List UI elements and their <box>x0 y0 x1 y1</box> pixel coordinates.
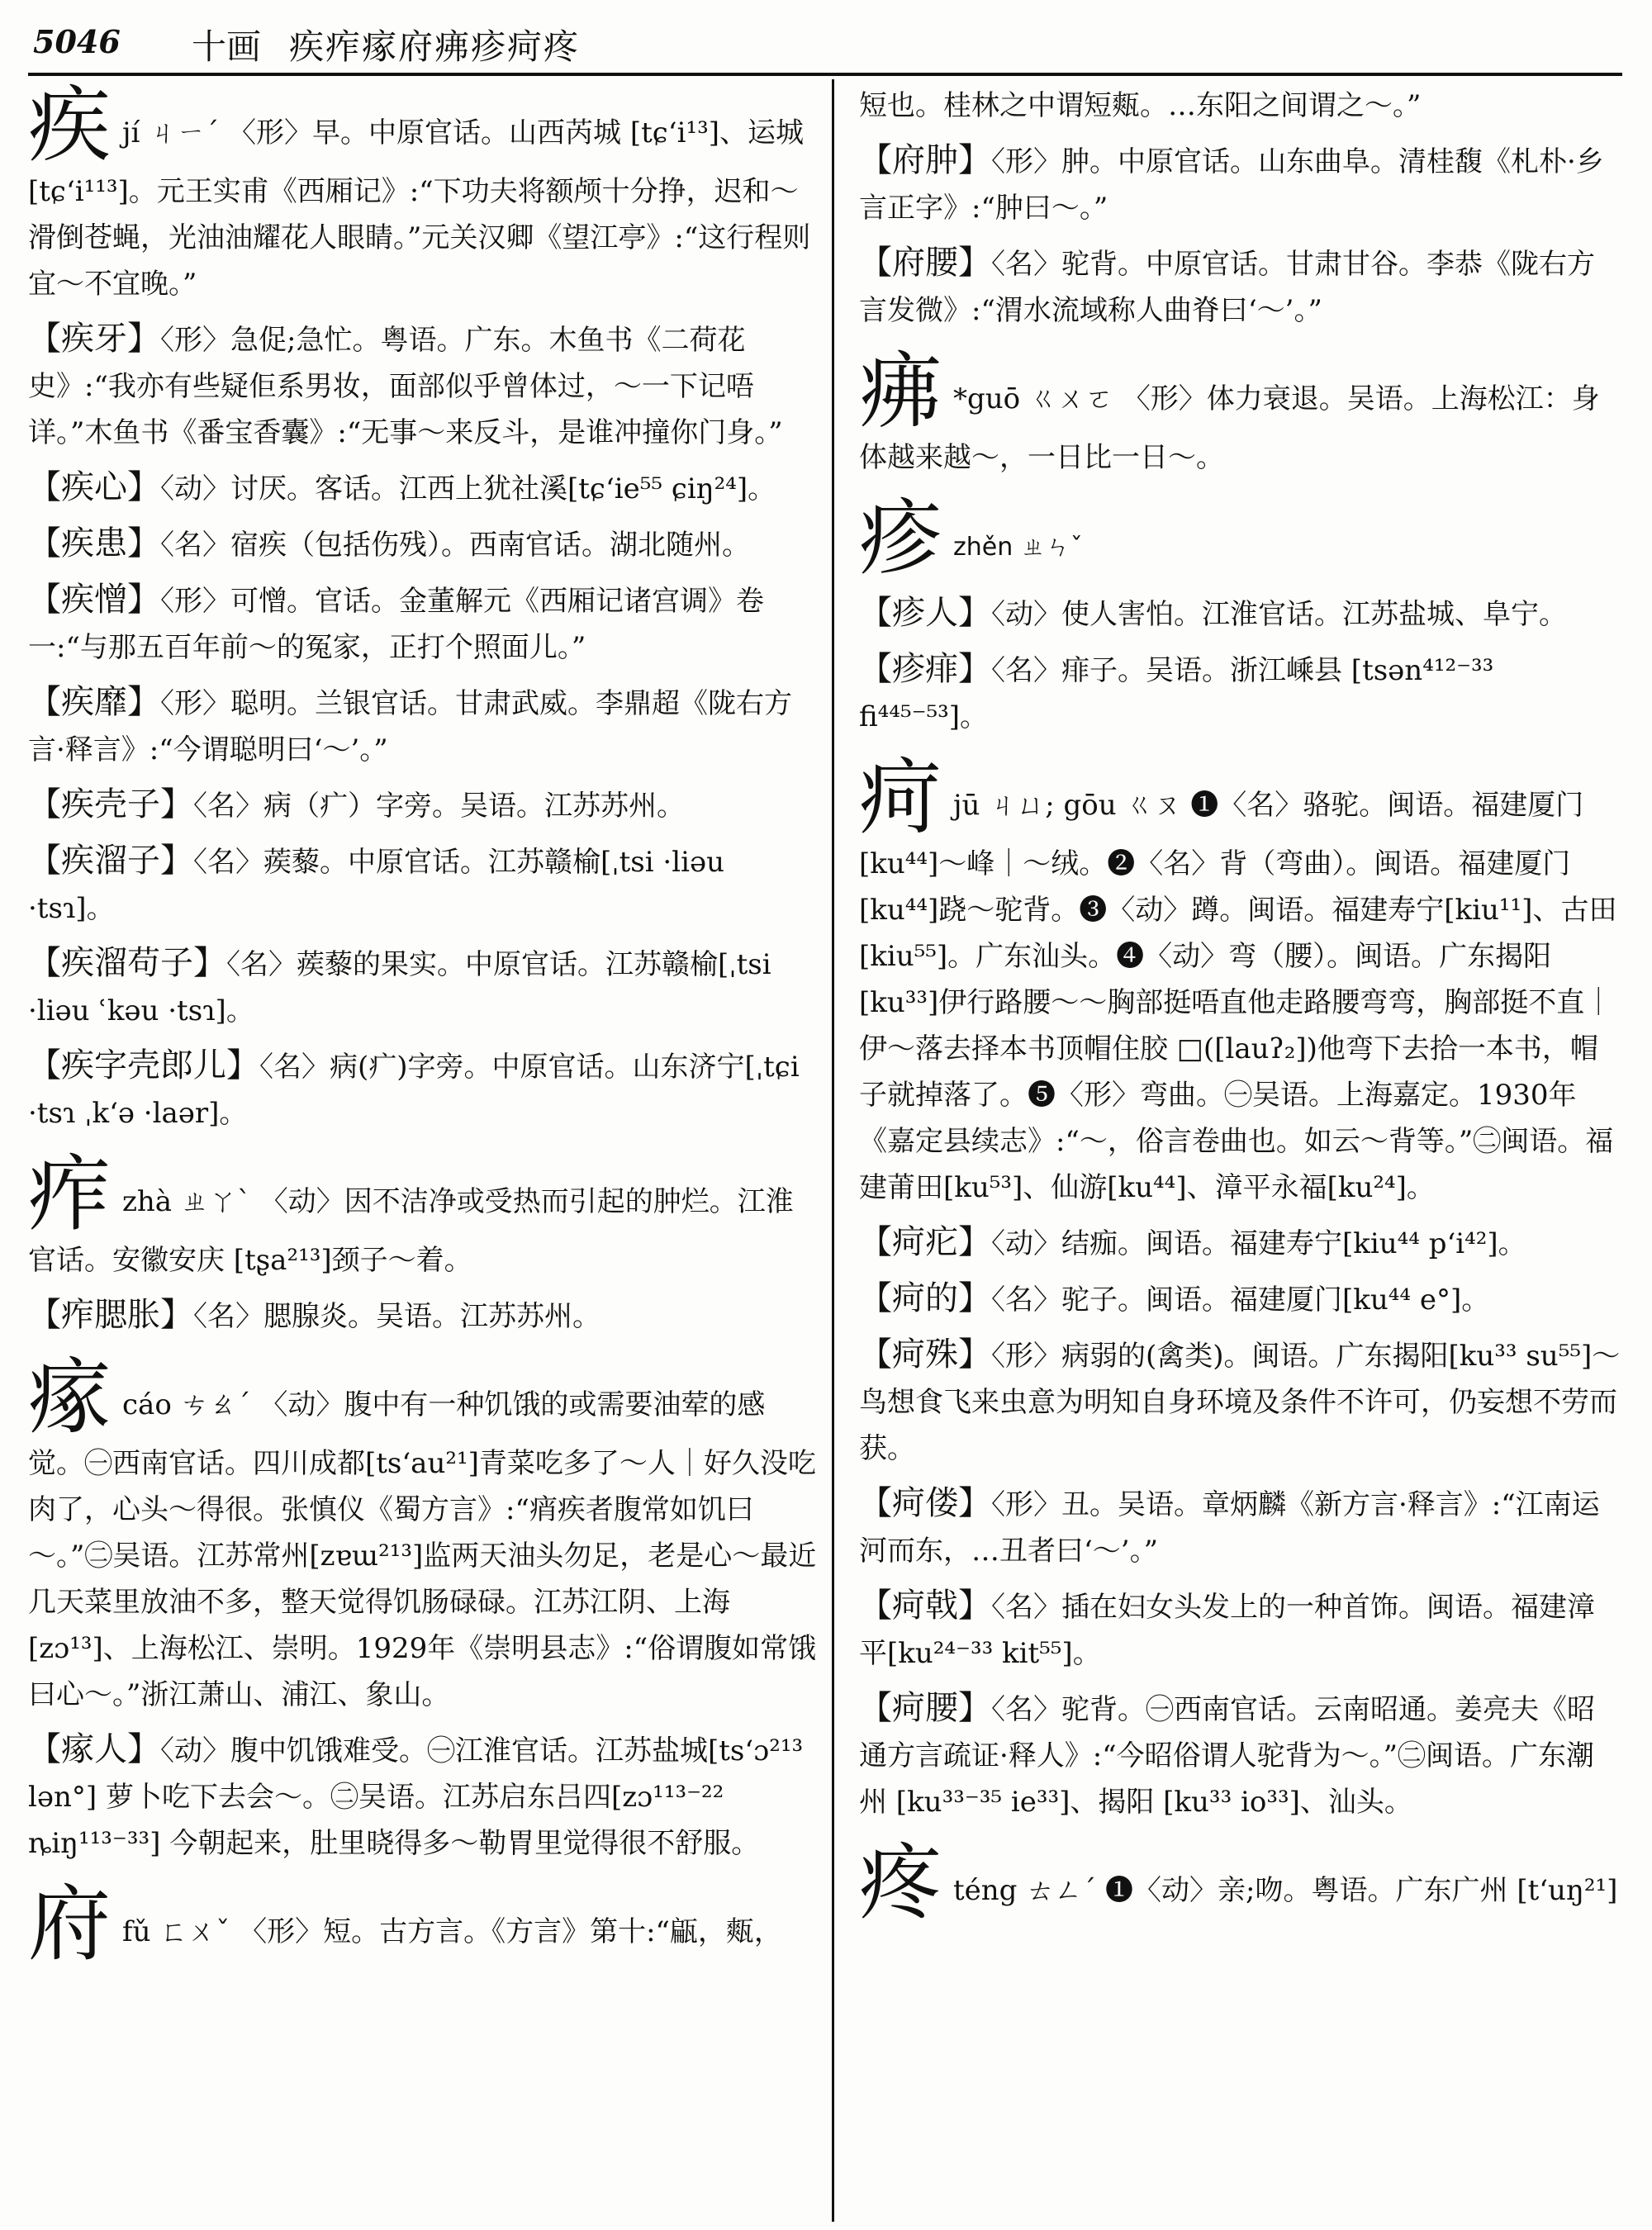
entry-text: 〈名〉蒺藜。中原官话。江苏赣榆[ˌtsi ·liəu ·tsɿ]。 <box>28 846 724 925</box>
entry-text: 〈动〉结痂。闽语。福建寿宁[kiu⁴⁴ pʻi⁴²]。 <box>991 1227 1526 1260</box>
entry-text: 〈形〉可憎。官话。金董解元《西厢记诸宫调》卷一:“与那五百年前～的冤家，正打个照面儿。” <box>28 585 764 664</box>
subheadword: 【疴腰】 <box>859 1689 991 1727</box>
entry-sub <box>859 1582 1622 1677</box>
subheadword: 【疴殊】 <box>859 1336 991 1374</box>
headword: 疿 <box>859 343 942 439</box>
entry-sub <box>28 679 817 773</box>
entry-sub <box>859 1480 1622 1574</box>
entry-head-zhen <box>859 490 1622 586</box>
entry-head-guo <box>859 343 1622 481</box>
subheadword: 【疾字壳郎儿】 <box>28 1046 259 1084</box>
stroke-section: 十画 <box>192 26 262 67</box>
left-column <box>28 77 817 1976</box>
subheadword: 【府肿】 <box>859 141 991 179</box>
entry-sub <box>28 316 817 456</box>
entry-text: 〈形〉肿。中原官话。山东曲阜。清桂馥《札朴·乡言正字》:“肿曰～。” <box>859 145 1604 225</box>
subheadword: 【疾心】 <box>28 468 160 506</box>
entry-text: 〈名〉病（疒）字旁。吴语。江苏苏州。 <box>193 790 685 823</box>
subheadword: 【疾靡】 <box>28 683 160 721</box>
headword: 瘃 <box>28 1349 111 1445</box>
entry-head-zha <box>28 1146 817 1283</box>
entry-sub <box>28 1042 817 1136</box>
entry-head-teng <box>859 1834 1622 1931</box>
subheadword: 【府腰】 <box>859 244 991 282</box>
headword: 府 <box>28 1876 111 1972</box>
entry-sub <box>28 464 817 512</box>
entry-text: 〈名〉宿疾（包括伤残）。西南官话。湖北随州。 <box>160 529 750 562</box>
entry-sub <box>859 1219 1622 1267</box>
entry-text: 〈形〉丑。吴语。章炳麟《新方言·释言》:“江南运河而东，…丑者曰‘～’。” <box>859 1488 1600 1568</box>
entry-text: 〈动〉腹中饥饿难受。㊀江淮官话。江苏盐城[tsʻɔ²¹³ lən°] 萝卜吃下去会～。㊁吴语。江苏启东吕四[zɔ¹¹³⁻²² ȵiŋ¹¹³⁻³³] 今朝起来，肚里晓得多～勒胃里觉得很不舒服。 <box>28 1734 804 1860</box>
entry-text: 〈名〉腮腺炎。吴语。江苏苏州。 <box>193 1300 601 1333</box>
entry-text: 〈名〉痱子。吴语。浙江嵊县 [tsən⁴¹²⁻³³ fi⁴⁴⁵⁻⁵³]。 <box>859 654 1494 733</box>
subheadword: 【瘃人】 <box>28 1730 160 1768</box>
entry-text: *guō ㄍㄨㄛ 〈形〉体力衰退。吴语。上海松江：身体越来越～，一日比一日～。 <box>859 382 1600 474</box>
page-number: 5046 <box>33 23 121 60</box>
entry-text: zhà ㄓㄚˋ 〈动〉因不洁净或受热而引起的肿烂。江淮官话。安徽安庆 [tʂa²¹³]颈子～着。 <box>28 1185 794 1277</box>
right-column <box>859 83 1622 1934</box>
subheadword: 【疾溜苟子】 <box>28 944 226 982</box>
entry-sub <box>28 1726 817 1867</box>
headword: 疾 <box>28 77 111 173</box>
entry-text: fǔ ㄈㄨˇ 〈形〉短。古方言。《方言》第十:“甂，㼽， <box>122 1915 782 1948</box>
entry-sub <box>28 781 817 829</box>
entry-head-cao <box>28 1349 817 1718</box>
entry-text: 〈名〉驼背。中原官话。甘肃甘谷。李恭《陇右方言发微》:“渭水流域称人曲脊曰‘～’。” <box>859 248 1595 327</box>
entry-text: 〈动〉讨厌。客话。江西上犹社溪[tɕʻie⁵⁵ ɕiŋ²⁴]。 <box>160 472 776 505</box>
header-rule <box>28 73 1622 76</box>
entry-head-ji <box>28 77 817 307</box>
subheadword: 【疹痱】 <box>859 650 991 688</box>
entry-text: 〈名〉病(疒)字旁。中原官话。山东济宁[ˌtɕi ·tsɿ ˌkʻə ·laər]。 <box>28 1051 800 1130</box>
entry-text: 〈形〉聪明。兰银官话。甘肃武威。李鼎超《陇右方言·释言》:“今谓聪明曰‘～’。” <box>28 687 792 766</box>
entry-sub <box>859 1685 1622 1825</box>
subheadword: 【疴偻】 <box>859 1484 991 1522</box>
entry-sub <box>859 137 1622 231</box>
entry-sub <box>859 1275 1622 1323</box>
subheadword: 【疴疕】 <box>859 1223 991 1261</box>
entry-text: 〈名〉驼背。㊀西南官话。云南昭通。姜亮夫《昭通方言疏证·释人》:“今昭俗谓人驼背为～。”㊁闽语。广东潮州 [ku³³⁻³⁵ ie³³]、揭阳 [ku³³ io³³]、汕头。 <box>859 1693 1595 1819</box>
entry-text: 〈名〉蒺藜的果实。中原官话。江苏赣榆[ˌtsi ·liəu ʿkəu ·tsɿ]。 <box>28 948 771 1027</box>
subheadword: 【疾患】 <box>28 524 160 562</box>
subheadword: 【痄腮胀】 <box>28 1296 193 1334</box>
subheadword: 【疴的】 <box>859 1279 991 1317</box>
entry-text: jí ㄐㄧˊ 〈形〉早。中原官话。山西芮城 [tɕʻi¹³]、运城 [tɕʻi¹¹³]。元王实甫《西厢记》:“下功夫将额颅十分挣，迟和～滑倒苍蝇，光油油耀花人眼睛。”元关汉卿《望江亭》:“这行程则宜～不宜晚。” <box>28 116 811 301</box>
entry-text: zhěn ㄓㄣˇ <box>953 533 1083 562</box>
entry-text: 〈形〉病弱的(禽类)。闽语。广东揭阳[ku³³ su⁵⁵]～鸟想食飞来虫意为明知自身环境及条件不许可，仍妄想不劳而获。 <box>859 1340 1621 1465</box>
entry-sub <box>859 590 1622 638</box>
running-headwords: 疾痄瘃府疿疹疴疼 <box>289 26 581 67</box>
entry-text: jū ㄐㄩ; gōu ㄍㄡ ❶〈名〉骆驼。闽语。福建厦门[ku⁴⁴]～峰｜～绒。❷〈名〉背（弯曲）。闽语。福建厦门[ku⁴⁴]跷～驼背。❸〈动〉蹲。闽语。福建寿宁[kiu¹¹]、古田[kiu⁵⁵]。广东汕头。❹〈动〉弯（腰）。闽语。广东揭阳[ku³³]伊行路腰～～胸部挺唔直他走路腰弯弯，胸部挺不直｜伊～落去择本书顶帽住胶 □([lauʔ₂])他弯下去拾一本书，帽子就掉落了。❺〈形〉弯曲。㊀吴语。上海嘉定。1930年《嘉定县续志》:“～，俗言卷曲也。如云～背等。”㊁闽语。福建莆田[ku⁵³]、仙游[ku⁴⁴]、漳平永福[ku²⁴]。 <box>859 789 1617 1204</box>
headword: 疹 <box>859 490 942 586</box>
entry-sub <box>28 1292 817 1340</box>
entry-sub <box>859 1331 1622 1472</box>
entry-sub <box>859 646 1622 740</box>
entry-text: téng ㄊㄥˊ ❶〈动〉亲;吻。粤语。广东广州 [tʻuŋ²¹] <box>953 1874 1618 1907</box>
headword: 疼 <box>859 1834 942 1931</box>
subheadword: 【疴戟】 <box>859 1587 991 1625</box>
subheadword: 【疾牙】 <box>28 320 160 358</box>
entry-text: 〈名〉插在妇女头发上的一种首饰。闽语。福建漳平[ku²⁴⁻³³ kit⁵⁵]。 <box>859 1591 1595 1670</box>
subheadword: 【疹人】 <box>859 594 991 632</box>
column-divider <box>832 79 834 2222</box>
entry-sub <box>859 240 1622 334</box>
entry-text: 〈名〉驼子。闽语。福建厦门[ku⁴⁴ e°]。 <box>991 1283 1490 1317</box>
headword: 痄 <box>28 1146 111 1242</box>
entry-head-fu <box>28 1876 817 1972</box>
entry-head-ju <box>859 749 1622 1211</box>
entry-text: 〈形〉急促;急忙。粤语。广东。木鱼书《二荷花史》:“我亦有些疑佢系男妆，面部似乎曾体过，～一下记唔详。”木鱼书《番宝香囊》:“无事～来反斗，是谁冲撞你门身。” <box>28 324 783 449</box>
page-header <box>0 0 1652 79</box>
subheadword: 【疾溜子】 <box>28 842 193 880</box>
entry-continuation <box>859 83 1622 129</box>
subheadword: 【疾壳子】 <box>28 785 193 823</box>
subheadword: 【疾憎】 <box>28 581 160 619</box>
entry-sub <box>28 576 817 671</box>
headword: 疴 <box>859 749 942 846</box>
entry-text: 短也。桂林之中谓短㼽。…东阳之间谓之～。” <box>859 89 1422 122</box>
entry-sub <box>28 837 817 932</box>
entry-sub <box>28 520 817 568</box>
entry-text: 〈动〉使人害怕。江淮官话。江苏盐城、阜宁。 <box>991 598 1567 631</box>
entry-sub <box>28 940 817 1034</box>
entry-text: cáo ㄘㄠˊ 〈动〉腹中有一种饥饿的或需要油荤的感觉。㊀西南官话。四川成都[tsʻau²¹]青菜吃多了～人｜好久没吃肉了，心头～得很。张慎仪《蜀方言》:“痟疾者腹常如饥曰～。”㊁吴语。江苏常州[zɐɯ²¹³]监两天油头勿足，老是心～最近几天菜里放油不多，整天觉得饥肠碌碌。江苏江阴、上海[zɔ¹³]、上海松江、崇明。1929年《崇明县志》:“俗谓腹如常饿曰心～。”浙江萧山、浦江、象山。 <box>28 1388 817 1711</box>
